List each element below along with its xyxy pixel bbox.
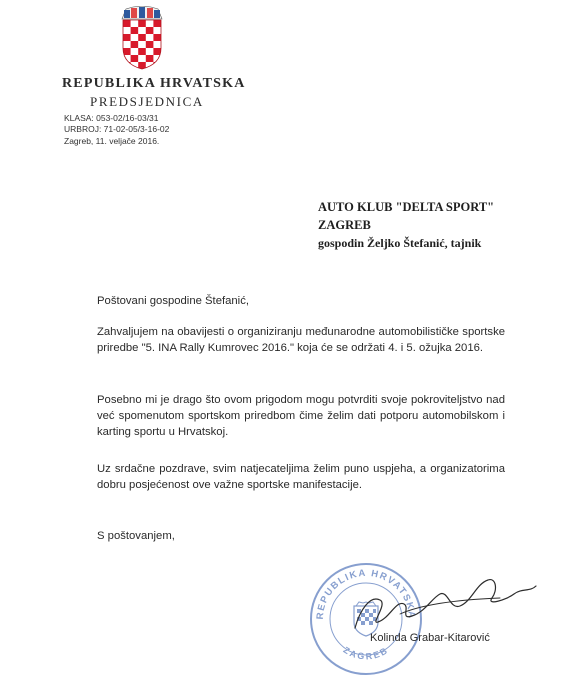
recipient-organization: AUTO KLUB "DELTA SPORT" bbox=[318, 200, 495, 214]
reference-klasa: KLASA: 053-02/16-03/31 bbox=[64, 113, 159, 123]
shield-square bbox=[153, 55, 161, 62]
shield-square bbox=[146, 41, 154, 48]
stamp-bottom-text: ZAGREB bbox=[341, 644, 391, 662]
shield-square bbox=[153, 34, 161, 41]
letter-paragraph-3: Uz srdačne pozdrave, svim natjecateljima želim puno uspjeha, a organizatorima dobru posjećenost ove važne sportske manifestacije. bbox=[97, 463, 505, 491]
shield-square bbox=[146, 48, 154, 55]
shield-square bbox=[123, 34, 131, 41]
letter-closing: S poštovanjem, bbox=[97, 530, 175, 542]
signer-name: Kolinda Grabar-Kitarović bbox=[370, 632, 490, 644]
reference-urbroj: URBROJ: 71-02-05/3-16-02 bbox=[64, 124, 170, 134]
shield-square bbox=[153, 27, 161, 34]
shield-square bbox=[146, 20, 154, 27]
shield-square bbox=[123, 27, 131, 34]
shield-square bbox=[146, 27, 154, 34]
shield-square bbox=[138, 48, 146, 55]
shield-square bbox=[138, 41, 146, 48]
letter-salutation: Poštovani gospodine Štefanić, bbox=[97, 295, 249, 307]
shield-square bbox=[131, 62, 139, 69]
shield-square bbox=[138, 27, 146, 34]
coat-of-arms-icon bbox=[120, 6, 164, 70]
shield-square bbox=[146, 34, 154, 41]
letterhead-subtitle: PREDSJEDNICA bbox=[90, 94, 204, 109]
shield-square bbox=[123, 20, 131, 27]
letter-paragraph-1: Zahvaljujem na obavijesti o organiziranju međunarodne automobilističke sportske priredbe "5. INA Rally Kumrovec 2016." koja će se održati 4. i 5. ožujka 2016. bbox=[97, 326, 505, 354]
shield-square bbox=[123, 41, 131, 48]
shield-square bbox=[131, 55, 139, 62]
shield-square bbox=[131, 41, 139, 48]
shield-square bbox=[146, 62, 154, 69]
recipient-city: ZAGREB bbox=[318, 218, 371, 232]
handwritten-signature bbox=[300, 567, 560, 640]
stamp-top-text: REPUBLIKA HRVATSKA bbox=[314, 567, 418, 620]
shield-square bbox=[153, 20, 161, 27]
shield-square bbox=[131, 34, 139, 41]
shield-square bbox=[131, 48, 139, 55]
coat-crown bbox=[122, 6, 162, 19]
recipient-person: gospodin Željko Štefanić, tajnik bbox=[318, 236, 482, 250]
shield-square bbox=[138, 55, 146, 62]
shield-square bbox=[138, 34, 146, 41]
shield-square bbox=[131, 27, 139, 34]
shield-square bbox=[138, 20, 146, 27]
letter-paragraph-2: Posebno mi je drago što ovom prigodom mogu potvrditi svoje pokroviteljstvo nad već spomenutom sportskom priredbom čime želim dati potporu automobilskom i karting sportu u Hrvatskoj. bbox=[97, 394, 505, 438]
place-date: Zagreb, 11. veljače 2016. bbox=[64, 136, 160, 146]
shield-square bbox=[146, 55, 154, 62]
shield-square bbox=[153, 41, 161, 48]
shield-square bbox=[131, 20, 139, 27]
letterhead-title: REPUBLIKA HRVATSKA bbox=[62, 76, 246, 91]
